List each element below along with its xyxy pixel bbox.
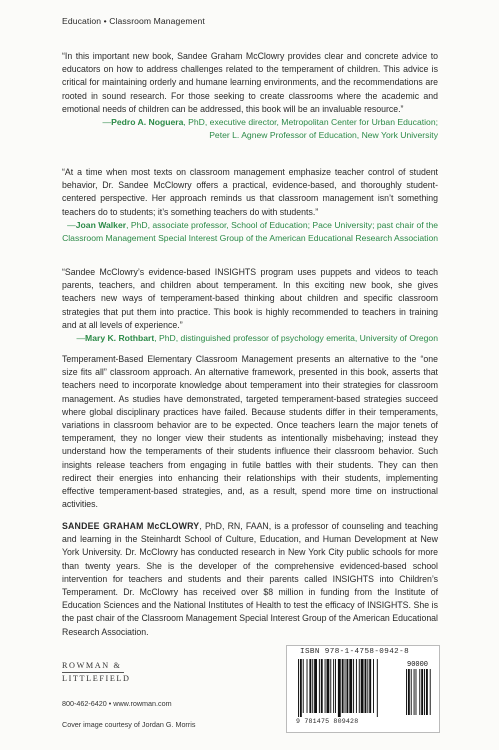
barcode-bar bbox=[338, 659, 341, 717]
book-description bbox=[62, 353, 438, 511]
barcode-bar bbox=[300, 659, 302, 717]
barcode-bar bbox=[373, 659, 374, 713]
barcode-bar bbox=[349, 659, 352, 713]
barcode-bar bbox=[327, 659, 330, 713]
endorsement-2 bbox=[62, 166, 438, 244]
endorser-title-2: Peter L. Agnew Professor of Education, New York University bbox=[209, 129, 438, 140]
publisher-contact: 800-462-6420 • www.rowman.com bbox=[62, 699, 172, 708]
barcode-bar bbox=[430, 669, 431, 715]
barcode-bar bbox=[426, 669, 428, 715]
description-text: Temperament-Based Elementary Classroom Management presents an alternative to the “one size fits all” classroom approach. An alternative framework, presented in this book, asserts that teachers need to incorporate knowledge about temperament into their strategies for classroom management. As studies have demonstrated, targeted temperament-based strategies succeed where global disciplinary practices have failed. Because students differ in their temperaments, variations in classroom behavior are to be expected. Once teachers learn the major tenets of temperament, they no longer view their students as intentionally misbehaving; instead they understand how the temperaments of their students influence their classroom behavior. Such insights release teachers from engaging in futile battles with their students. They can then redirect their energies into enhancing their relationships with their students, implementing effective temperament-based strategies, and, as a result, spend more time on instructional activities. bbox=[62, 354, 438, 510]
endorsement-attribution: —Mary K. Rothbart, PhD, distinguished professor of psychology emerita, University of Oregon bbox=[76, 333, 438, 344]
endorsement-quote: “At a time when most texts on classroom management emphasize teacher control of student behavior, Dr. Sandee McClowry offers a practical, evidence-based, and thoroughly student-centered perspective. Her approach reminds us that classroom management isn’t something teachers do to students; it’s something teachers do with students.” bbox=[62, 167, 438, 217]
barcode-bar bbox=[419, 669, 420, 715]
barcode-bar bbox=[406, 669, 407, 715]
barcode-bar bbox=[321, 659, 323, 713]
barcode-bar bbox=[369, 659, 371, 713]
barcode-bar bbox=[345, 659, 346, 713]
barcode-bar bbox=[342, 659, 344, 713]
barcode-bar bbox=[312, 659, 313, 713]
barcode-bar bbox=[303, 659, 304, 713]
endorser-name: Pedro A. Noguera bbox=[111, 117, 184, 128]
endorsement-1 bbox=[62, 50, 438, 142]
author-bio bbox=[62, 520, 438, 639]
barcode-bar bbox=[359, 659, 360, 713]
barcode-bar bbox=[346, 659, 348, 713]
barcode-bar bbox=[307, 659, 308, 713]
barcode-bar bbox=[421, 669, 423, 715]
barcode-bar bbox=[298, 659, 299, 717]
barcode-bar bbox=[356, 659, 357, 713]
barcode-bar bbox=[314, 659, 317, 713]
endorsement-quote: “In this important new book, Sandee Graham McClowry provides clear and concrete advice to educators on how to address challenges related to the temperament of children. This advice is critical for maintaining orderly and humane learning environments, and the recommendations are rooted in sound research. For those seeking to create classrooms where the academic and emotional needs of children can be addressed, this book will be an invaluable resource.” bbox=[62, 51, 438, 114]
endorsement-3 bbox=[62, 266, 438, 345]
endorsement-attribution: —Pedro A. Noguera, PhD, executive director, Metropolitan Center for Urban Education; Peter L. Agnew Professor of Education, New York University bbox=[102, 117, 438, 140]
barcode-bar bbox=[330, 659, 331, 713]
barcode-digits: 9 781475 809428 bbox=[296, 718, 359, 725]
barcode-bar bbox=[333, 659, 334, 713]
endorser-title: , PhD, distinguished professor of psychology emerita, University of Oregon bbox=[154, 333, 438, 344]
barcode-bar bbox=[335, 659, 336, 713]
endorsement-attribution: —Joan Walker, PhD, associate professor, School of Education; Pace University; past chair of the Classroom Management Special Interest Group of the American Educational Research Association bbox=[62, 219, 438, 243]
barcode-bar bbox=[365, 659, 367, 713]
endorser-title: , PhD, associate professor, School of Education; Pace University; past chair of the bbox=[126, 219, 438, 230]
barcode-bar bbox=[414, 669, 415, 715]
endorser-title-2: Classroom Management Special Interest Group of the American Educational Research Association bbox=[62, 232, 438, 243]
barcode-bar bbox=[416, 669, 417, 715]
barcode-bar bbox=[424, 669, 425, 715]
barcode-bar bbox=[411, 669, 412, 715]
endorser-title: , PhD, executive director, Metropolitan Center for Urban Education; bbox=[183, 117, 438, 128]
barcode-bar bbox=[367, 659, 368, 713]
category-label: Education • Classroom Management bbox=[62, 16, 205, 26]
barcode-bar bbox=[325, 659, 326, 713]
cover-credit: Cover image courtesy of Jordan G. Morris bbox=[62, 720, 196, 729]
barcode-icon bbox=[296, 659, 434, 719]
price-code: 90000 bbox=[407, 661, 429, 669]
barcode-bar bbox=[309, 659, 311, 713]
publisher-logo bbox=[62, 661, 132, 684]
publisher-line-1: ROWMAN & bbox=[62, 661, 122, 670]
publisher-line-2: LITTLEFIELD bbox=[62, 674, 131, 683]
barcode-bar bbox=[377, 659, 378, 717]
bio-text: , PhD, RN, FAAN, is a professor of counseling and teaching and learning in the Steinhardt School of Culture, Education, and Human Development at New York University. Dr. McClowry has conducted research in New York City public schools for more than twenty years. She is the developer of the comprehensive evidenced-based school intervention for teachers and students and their parents called INSIGHTS into Children’s Temperament. Dr. McClowry has received over $8 million in funding from the Institute of Education Sciences and the National Institutes of Health to test the efficacy of INSIGHTS. She is the past chair of the Classroom Management Special Interest Group of the American Educational Research Association. bbox=[62, 521, 438, 637]
barcode-bar bbox=[361, 659, 364, 713]
endorser-name: Mary K. Rothbart bbox=[85, 333, 155, 344]
endorser-name: Joan Walker bbox=[75, 219, 127, 230]
barcode-bar bbox=[353, 659, 354, 713]
barcode-bar bbox=[408, 669, 410, 715]
isbn-text: ISBN 978-1-4758-0942-8 bbox=[300, 648, 410, 656]
endorsement-quote: “Sandee McClowry’s evidence-based INSIGHTS program uses puppets and videos to teach parents, teachers, and children about temperament. In this exciting new book, she gives teachers new ways of temperament-based thinking about children and specific classroom strategies that put them into practice. This book is highly recommended to teachers in training and at all levels of experience.” bbox=[62, 267, 438, 330]
barcode-bar bbox=[319, 659, 320, 713]
author-name: SANDEE GRAHAM McCLOWRY bbox=[62, 521, 200, 531]
